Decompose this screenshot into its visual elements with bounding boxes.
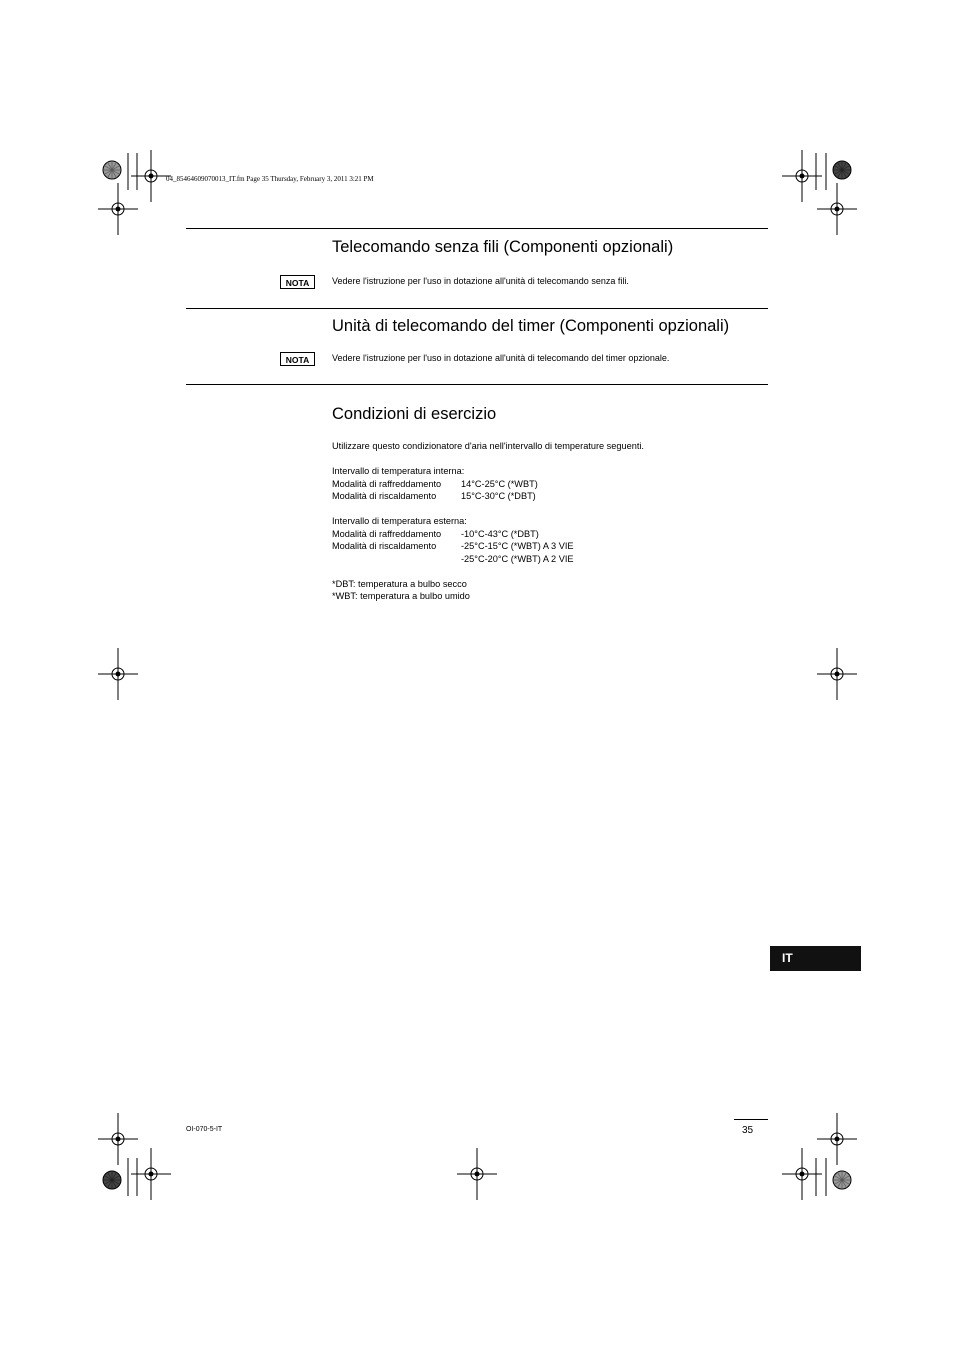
section-title: Unità di telecomando del timer (Componenti opzionali) — [332, 317, 730, 335]
section-divider — [186, 308, 768, 309]
crosshair-mark — [149, 1172, 154, 1177]
note-badge: NOTA — [280, 275, 315, 289]
file-info-header: 04_85464609070013_IT.fm Page 35 Thursday, February 3, 2011 3:21 PM — [166, 175, 374, 183]
section-divider — [186, 228, 768, 229]
crosshair-mark — [800, 174, 805, 179]
crosshair-mark — [835, 207, 840, 212]
crosshair-mark — [116, 672, 121, 677]
crosshair-mark — [475, 1172, 480, 1177]
document-code: OI-070-5-IT — [186, 1126, 223, 1133]
crosshair-mark — [116, 1137, 121, 1142]
page-number-rule — [734, 1119, 768, 1120]
language-tab: IT — [770, 946, 861, 971]
section-title: Telecomando senza fili (Componenti opzionali) — [332, 238, 674, 256]
page-number: 35 — [742, 1125, 754, 1136]
crosshair-mark — [149, 174, 154, 179]
section-divider — [186, 384, 768, 385]
note-badge: NOTA — [280, 352, 315, 366]
note-text: Vedere l'istruzione per l'uso in dotazione all'unità di telecomando del timer opzionale. — [332, 353, 670, 363]
crosshair-mark — [835, 672, 840, 677]
crosshair-mark — [116, 207, 121, 212]
crosshair-mark — [835, 1137, 840, 1142]
section-title: Condizioni di esercizio — [332, 405, 497, 423]
crosshair-mark — [800, 1172, 805, 1177]
note-text: Vedere l'istruzione per l'uso in dotazione all'unità di telecomando senza fili. — [332, 276, 629, 286]
